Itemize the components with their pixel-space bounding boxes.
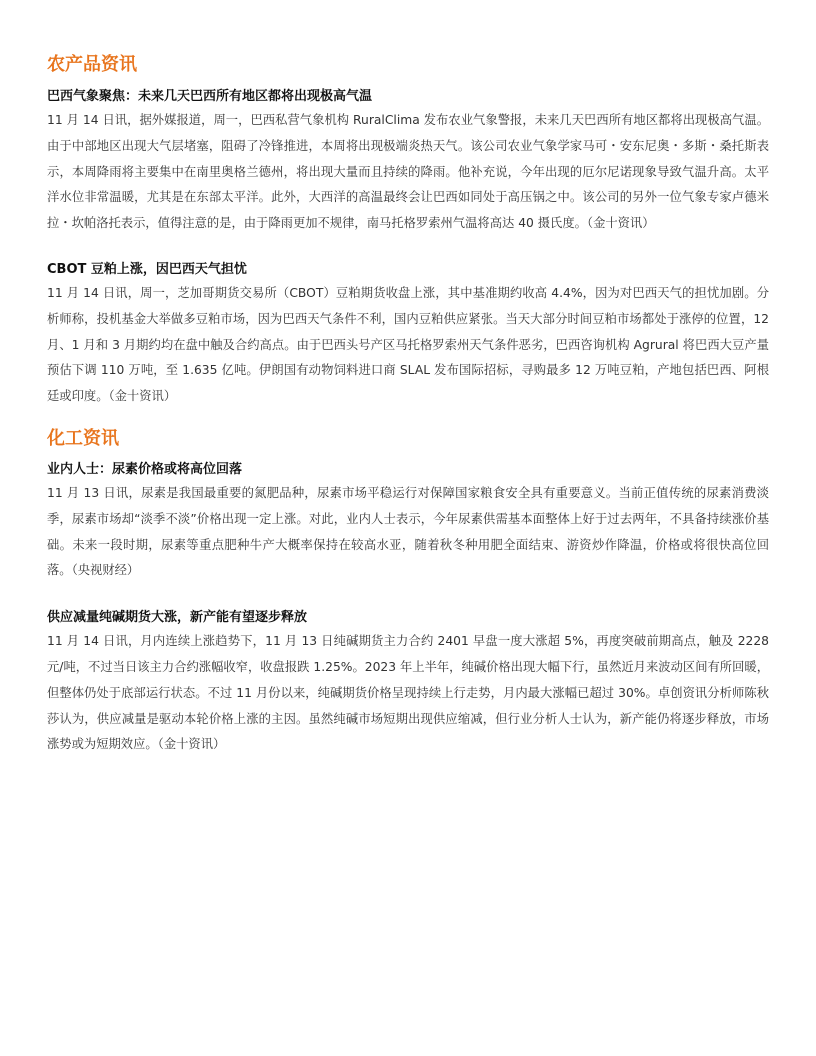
- article-title-cbot-soymeal: CBOT 豆粕上涨，因巴西天气担忧: [47, 261, 247, 277]
- section-title-agriculture: 农产品资讯: [47, 54, 137, 75]
- article-body-cbot-soymeal: 11 月 14 日讯，周一，芝加哥期货交易所（CBOT）豆粕期货收盘上涨，其中基准期约收高 4.4%，因为对巴西天气的担忧加剧。分析师称，投机基金大举做多豆粕市场，因为巴西天气条件不利，国内豆粕供应紧张。当天大部分时间豆粕市场都处于涨停的位置，12 月、1 月和 3 月期约均在盘中触及合约高点。由于巴西头号产区马托格罗索州天气条件恶劣，巴西咨询机构 Agrural 将巴西大豆产量预估下调 110 万吨，至 1.635 亿吨。伊朗国有动物饲料进口商 SLAL 发布国际招标，寻购最多 12 万吨豆粕，产地包括巴西、阿根廷或印度。（金十资讯）: [47, 285, 769, 404]
- article-title-urea-price: 业内人士：尿素价格或将高位回落: [47, 461, 243, 477]
- article-title-brazil-weather: 巴西气象聚焦：未来几天巴西所有地区都将出现极高气温: [47, 89, 373, 104]
- page-content: [47, 50, 769, 758]
- article-body-brazil-weather: 11 月 14 日讯，据外媒报道，周一，巴西私营气象机构 RuralClima 发布农业气象警报，未来几天巴西所有地区都将出现极高气温。由于中部地区出现大气层堵塞，阻碍了冷锋推进，本周将出现极端炎热天气。该公司农业气象学家马可・安东尼奥・多斯・桑托斯表示，本周降雨将主要集中在南里奥格兰德州，将出现大量而且持续的降雨。他补充说，今年出现的厄尔尼诺现象导致气温升高。太平洋水位非常温暖，尤其是在东部太平洋。此外，大西洋的高温最终会让巴西如同处于高压锅之中。该公司的另外一位气象专家卢德米拉・坎帕洛托表示，值得注意的是，由于降雨更加不规律，南马托格罗索州气温将高达 40 摄氏度。（金十资讯）: [47, 113, 769, 231]
- section-title-chemicals: 化工资讯: [47, 427, 119, 449]
- article-body-urea-price: 11 月 13 日讯，尿素是我国最重要的氮肥品种，尿素市场平稳运行对保障国家粮食安全具有重要意义。当前正值传统的尿素消费淡季，尿素市场却“淡季不淡”价格出现一定上涨。对此，业内人士表示，今年尿素供需基本面整体上好于过去两年，不具备持续涨价基础。未来一段时期，尿素等重点肥种牛产大概率保持在较高水亚，随着秋冬种用肥全面结束、游资炒作降温，价格或将很快高位回落。（央视财经）: [47, 485, 769, 578]
- article-body-soda-ash: 11 月 14 日讯，月内连续上涨趋势下，11 月 13 日纯碱期货主力合约 2401 早盘一度大涨超 5%，再度突破前期高点，触及 2228 元/吨，不过当日该主力合约涨幅收窄，收盘报跌 1.25%。2023 年上半年，纯碱价格出现大幅下行，虽然近月来波动区间有所回暖，但整体仍处于底部运行状态。不过 11 月份以来，纯碱期货价格呈现持续上行走势，月内最大涨幅已超过 30%。卓创资讯分析师陈秋莎认为，供应减量是驱动本轮价格上涨的主因。虽然纯碱市场短期出现供应缩减，但行业分析人士认为，新产能仍将逐步释放，市场涨势或为短期效应。（金十资讯）: [47, 634, 769, 752]
- article-title-soda-ash: 供应减量纯碱期货大涨，新产能有望逐步释放: [47, 610, 308, 626]
